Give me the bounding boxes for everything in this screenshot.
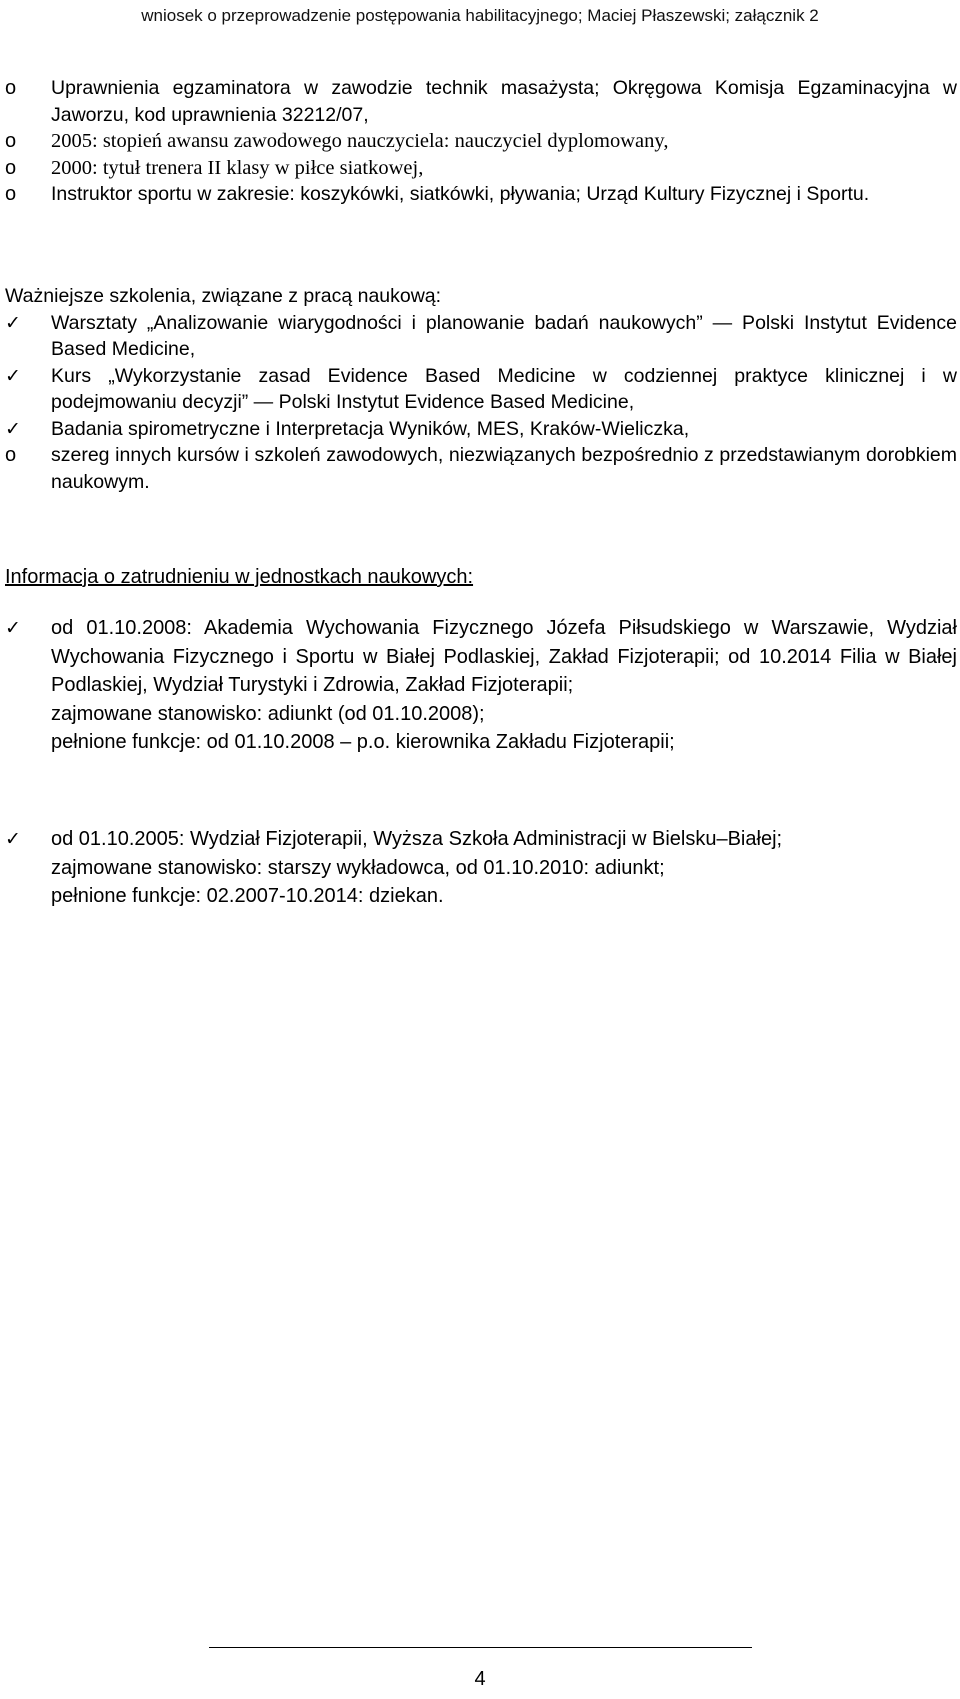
circle-bullet-icon: o	[5, 183, 17, 205]
page-header: wniosek o przeprowadzenie postępowania habilitacyjnego; Maciej Płaszewski; załącznik 2	[141, 6, 819, 25]
checkmark-icon: ✓	[5, 617, 21, 639]
employment-main: od 01.10.2008: Akademia Wychowania Fizycznego Józefa Piłsudskiego w Warszawie, Wydział Wychowania Fizycznego i Sportu w Białej Podlaskiej, Zakład Fizjoterapii; od 10.2014 Filia w Białej Podlaskiej, Wydział Turystyki i Zdrowia, Zakład Fizjoterapii;	[51, 617, 957, 696]
trainings-section	[5, 283, 957, 495]
list-item	[5, 310, 957, 363]
list-item	[5, 155, 957, 182]
list-item-text: 2005: stopień awansu zawodowego nauczyciela: nauczyciel dyplomowany,	[51, 130, 669, 152]
list-item	[5, 75, 957, 128]
list-item-text: 2000: tytuł trenera II klasy w piłce siatkowej,	[51, 156, 424, 179]
list-item	[5, 181, 957, 208]
list-item-text: Warsztaty „Analizowanie wiarygodności i planowanie badań naukowych” — Polski Instytut Evidence Based Medicine,	[51, 311, 957, 360]
list-item-text: Uprawnienia egzaminatora w zawodzie technik masażysta; Okręgowa Komisja Egzaminacyjna w Jaworzu, kod uprawnienia 32212/07,	[51, 77, 957, 126]
circle-bullet-icon: o	[5, 156, 17, 179]
qualifications-list	[5, 75, 957, 208]
employment-position: zajmowane stanowisko: starszy wykładowca, od 01.10.2010: adiunkt;	[51, 856, 665, 879]
list-item-text: Badania spirometryczne i Interpretacja Wyników, MES, Kraków-Wieliczka,	[51, 417, 690, 440]
list-item	[5, 363, 957, 416]
list-item	[5, 614, 957, 757]
employment-position: zajmowane stanowisko: adiunkt (od 01.10.2008);	[51, 702, 485, 725]
checkmark-icon: ✓	[5, 364, 21, 387]
list-item-text: Instruktor sportu w zakresie: koszykówki, siatkówki, pływania; Urząd Kultury Fizycznej i Sportu.	[51, 183, 870, 205]
employment-entry	[5, 614, 957, 757]
checkmark-icon: ✓	[5, 828, 21, 850]
list-item	[5, 416, 957, 443]
employment-main: od 01.10.2005: Wydział Fizjoterapii, Wyższa Szkoła Administracji w Bielsku–Białej;	[51, 828, 783, 850]
page-number: 4	[474, 1668, 486, 1690]
checkmark-icon: ✓	[5, 311, 21, 334]
circle-bullet-icon: o	[5, 444, 17, 466]
trainings-heading: Ważniejsze szkolenia, związane z pracą naukową:	[5, 285, 442, 307]
circle-bullet-icon: o	[5, 130, 17, 152]
list-item-text: szereg innych kursów i szkoleń zawodowych, niezwiązanych bezpośrednio z przedstawianym dorobkiem naukowym.	[51, 444, 957, 493]
circle-bullet-icon: o	[5, 77, 17, 99]
checkmark-icon: ✓	[5, 417, 21, 440]
list-item-text: Kurs „Wykorzystanie zasad Evidence Based Medicine w codziennej praktyce klinicznej i w podejmowaniu decyzji” — Polski Instytut Evidence Based Medicine,	[51, 364, 957, 413]
footer-divider	[209, 1647, 752, 1648]
list-item	[5, 128, 957, 155]
employment-functions: pełnione funkcje: 02.2007-10.2014: dziekan.	[51, 885, 444, 907]
employment-heading: Informacja o zatrudnieniu w jednostkach naukowych:	[5, 566, 474, 588]
list-item	[5, 825, 957, 911]
employment-entry	[5, 825, 957, 911]
list-item	[5, 442, 957, 495]
employment-functions: pełnione funkcje: od 01.10.2008 – p.o. kierownika Zakładu Fizjoterapii;	[51, 731, 675, 753]
